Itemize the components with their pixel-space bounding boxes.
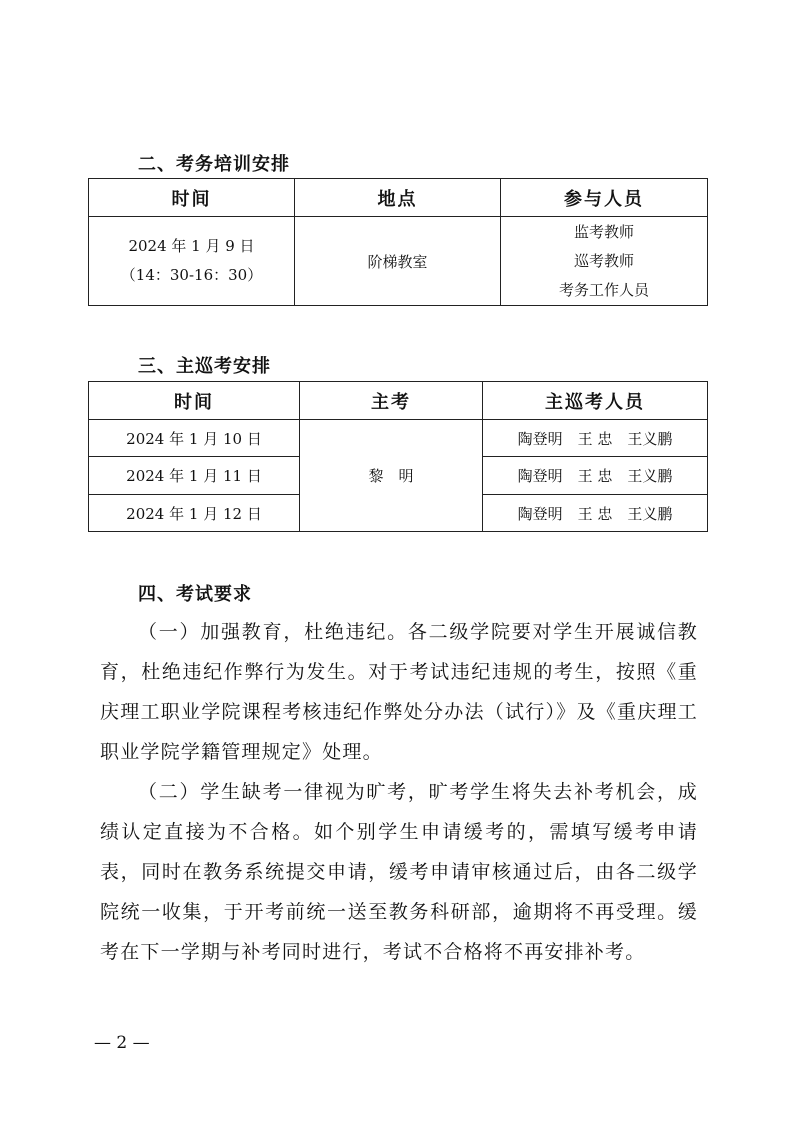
table-row bbox=[89, 420, 708, 457]
patrol-date: 2024 年 1 月 11 日 bbox=[89, 457, 300, 495]
col-header-participants: 参与人员 bbox=[501, 179, 708, 217]
training-date: 2024 年 1 月 9 日 bbox=[128, 237, 255, 255]
section2-heading: 二、考务培训安排 bbox=[138, 154, 290, 175]
training-location-cell: 阶梯教室 bbox=[295, 217, 501, 306]
patrol-staff: 陶登明 王 忠 王义鹏 bbox=[483, 420, 708, 457]
participant-item: 监考教师 bbox=[573, 222, 634, 241]
page-number: — 2 — bbox=[94, 1033, 150, 1053]
patrol-staff: 陶登明 王 忠 王义鹏 bbox=[483, 495, 708, 532]
col-header-location: 地点 bbox=[295, 179, 501, 217]
section4-heading: 四、考试要求 bbox=[138, 584, 252, 605]
patrol-staff: 陶登明 王 忠 王义鹏 bbox=[483, 457, 708, 495]
col-header-time: 时间 bbox=[89, 179, 295, 217]
col-header-chief: 主考 bbox=[300, 382, 483, 420]
training-participants-cell bbox=[501, 217, 708, 306]
training-table bbox=[88, 178, 708, 306]
chief-examiner-cell: 黎 明 bbox=[300, 420, 483, 532]
requirement-paragraph-2: （二）学生缺考一律视为旷考，旷考学生将失去补考机会，成绩认定直接为不合格。如个别学生申请缓考的，需填写缓考申请表，同时在教务系统提交申请，缓考申请审核通过后，由各二级学院统一收集，于开考前统一送至教务科研部，逾期将不再受理。缓考在下一学期与补考同时进行，考试不合格将不再安排补考。 bbox=[100, 781, 698, 963]
participant-item: 考务工作人员 bbox=[558, 280, 649, 299]
training-hours: （14：30-16：30） bbox=[120, 266, 263, 284]
col-header-patrol-staff: 主巡考人员 bbox=[483, 382, 708, 420]
patrol-table bbox=[88, 381, 708, 532]
training-time-cell bbox=[89, 217, 295, 306]
patrol-date: 2024 年 1 月 12 日 bbox=[89, 495, 300, 532]
participant-item: 巡考教师 bbox=[573, 251, 634, 270]
patrol-date: 2024 年 1 月 10 日 bbox=[89, 420, 300, 457]
col-header-time: 时间 bbox=[89, 382, 300, 420]
section3-heading: 三、主巡考安排 bbox=[138, 356, 271, 377]
requirement-paragraph-1: （一）加强教育，杜绝违纪。各二级学院要对学生开展诚信教育，杜绝违纪作弊行为发生。对于考试违纪违规的考生，按照《重庆理工职业学院课程考核违纪作弊处分办法（试行）》及《重庆理工职业学院学籍管理规定》处理。 bbox=[100, 621, 698, 763]
